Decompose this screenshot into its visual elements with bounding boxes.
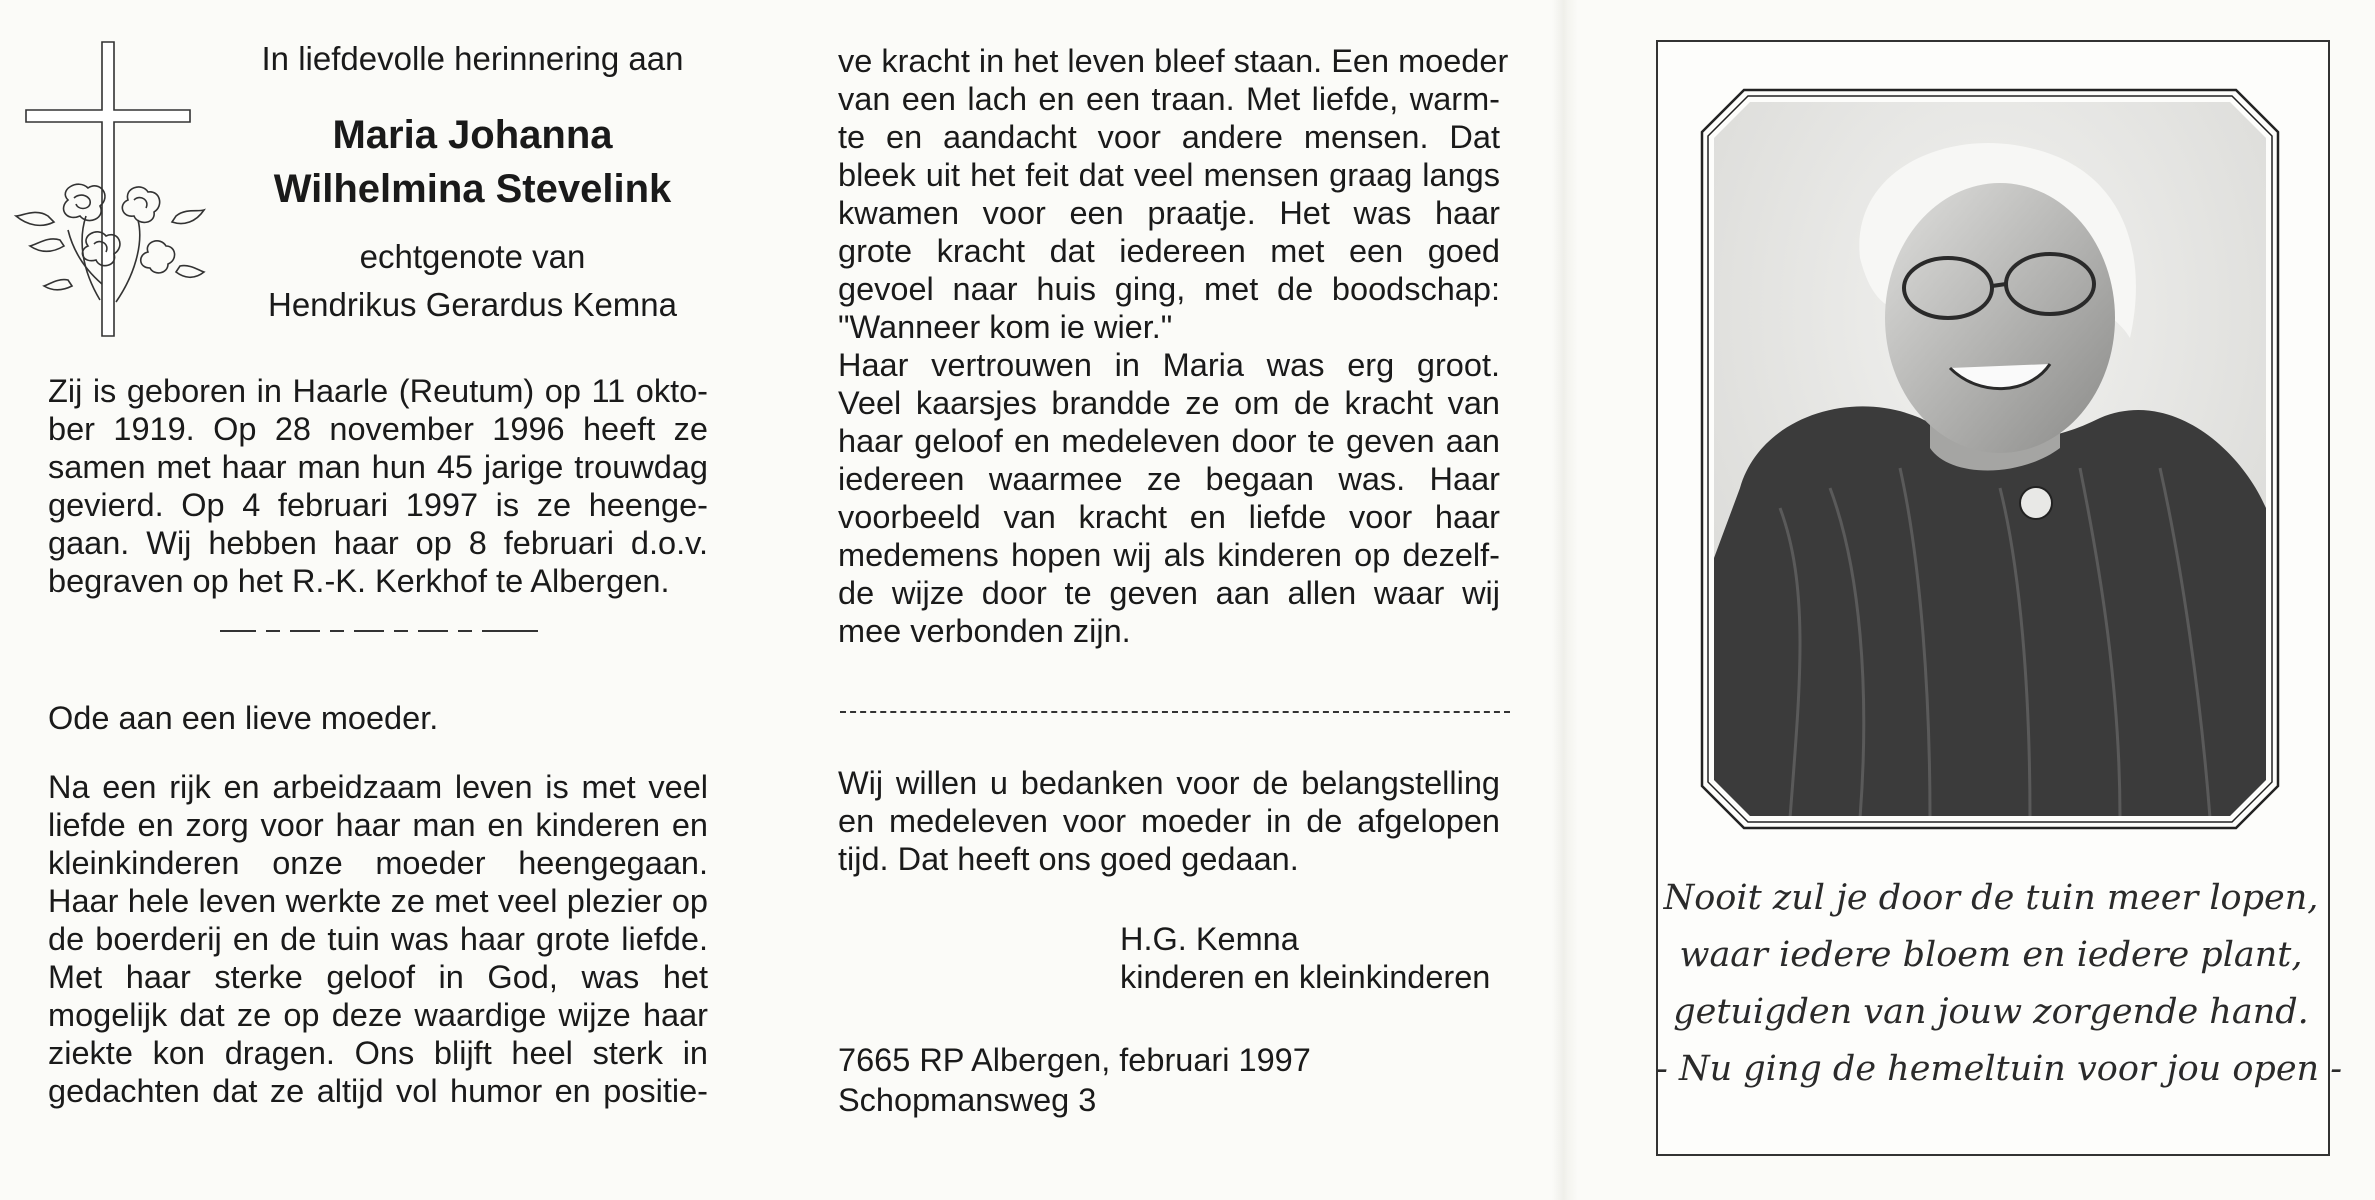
signature-family: kinderen en kleinkinderen	[1120, 959, 1491, 995]
middle-line: medemens hopen wij als kinderen op dezelf-	[838, 537, 1500, 573]
ode-line: mogelijk dat ze op deze waardige wijze haar	[48, 997, 708, 1033]
middle-line: kwamen voor een praatje. Het was haar	[838, 195, 1500, 231]
ode-paragraph	[48, 768, 708, 1110]
bio-line: Zij is geboren in Haarle (Reutum) op 11 okto-	[48, 373, 708, 409]
poem-line: waar iedere bloem en iedere plant,	[1679, 935, 2303, 975]
middle-line: mee verbonden zijn.	[838, 613, 1131, 649]
poem-line: - Nu ging de hemeltuin voor jou open -	[1656, 1049, 2343, 1089]
ode-line: de boerderij en de tuin was haar grote liefde.	[48, 921, 708, 957]
middle-line: van een lach en een traan. Met liefde, warm-	[838, 81, 1500, 117]
bio-line: ber 1919. Op 28 november 1996 heeft ze	[48, 411, 708, 447]
signature	[1120, 920, 1490, 996]
portrait-photo	[1700, 88, 2280, 830]
cross-with-roses-icon	[8, 40, 208, 340]
ode-line: kleinkinderen onze moeder heengegaan.	[48, 845, 708, 881]
spouse-label: echtgenote van	[359, 238, 586, 275]
ode-line: ziekte kon dragen. Ons blijft heel sterk in	[48, 1035, 708, 1071]
intro-text: In liefdevolle herinnering aan	[261, 40, 684, 77]
poem-line: getuigden van jouw zorgende hand.	[1673, 992, 2309, 1032]
signature-name: H.G. Kemna	[1120, 921, 1299, 957]
thanks-line: en medeleven voor moeder in de afgelopen	[838, 803, 1500, 839]
thanks-line: tijd. Dat heeft ons goed gedaan.	[838, 841, 1299, 877]
bio-line: gevierd. Op 4 februari 1997 is ze heenge-	[48, 487, 708, 523]
thanks-paragraph	[838, 764, 1500, 878]
memorial-poem	[1656, 870, 2343, 1098]
name-line-1: Maria Johanna	[332, 113, 613, 157]
decorative-divider	[220, 629, 538, 633]
bio-line: samen met haar man hun 45 jarige trouwdag	[48, 449, 708, 485]
ode-line: Haar hele leven werkte ze met veel plezier op	[48, 883, 708, 919]
ode-title: Ode aan een lieve moeder.	[48, 700, 439, 736]
thanks-line: Wij willen u bedanken voor de belangstelling	[838, 765, 1500, 801]
middle-line: haar geloof en medeleven door te geven aan	[838, 423, 1500, 459]
ode-line: gedachten dat ze altijd vol humor en positie-	[48, 1073, 708, 1109]
middle-line: voorbeeld van kracht en liefde voor haar	[838, 499, 1500, 535]
middle-line: Haar vertrouwen in Maria was erg groot.	[838, 347, 1500, 383]
middle-line: bleek uit het feit dat veel mensen graag langs	[838, 157, 1500, 193]
middle-line: Veel kaarsjes brandde ze om de kracht van	[838, 385, 1500, 421]
name-line-2: Wilhelmina Stevelink	[273, 167, 672, 211]
bio-line: begraven op het R.-K. Kerkhof te Albergen.	[48, 563, 670, 599]
middle-line: "Wanneer kom ie wier."	[838, 309, 1173, 345]
bio-line: gaan. Wij hebben haar op 8 februari d.o.v.	[48, 525, 708, 561]
biography-paragraph	[48, 372, 708, 600]
middle-line: iedereen waarmee ze begaan was. Haar	[838, 461, 1500, 497]
middle-line: ve kracht in het leven bleef staan. Een moeder	[838, 43, 1509, 79]
spouse-name: Hendrikus Gerardus Kemna	[267, 286, 678, 323]
address	[838, 1040, 1311, 1120]
dashed-divider	[840, 711, 1510, 713]
ode-continuation-paragraph	[838, 42, 1509, 650]
middle-line: te en aandacht voor andere mensen. Dat	[838, 119, 1500, 155]
address-line-1: 7665 RP Albergen, februari 1997	[838, 1042, 1311, 1078]
middle-line: grote kracht dat iedereen met een goed	[838, 233, 1500, 269]
poem-line: Nooit zul je door de tuin meer lopen,	[1663, 878, 2319, 918]
middle-line: gevoel naar huis ging, met de boodschap:	[838, 271, 1500, 307]
card-fold	[1552, 0, 1578, 1200]
ode-line: Met haar sterke geloof in God, was het	[48, 959, 708, 995]
address-line-2: Schopmansweg 3	[838, 1082, 1097, 1118]
middle-line: de wijze door te geven aan allen waar wij	[838, 575, 1500, 611]
ode-line: Na een rijk en arbeidzaam leven is met veel	[48, 769, 708, 805]
ode-line: liefde en zorg voor haar man en kinderen en	[48, 807, 708, 843]
deceased-name	[200, 108, 745, 216]
